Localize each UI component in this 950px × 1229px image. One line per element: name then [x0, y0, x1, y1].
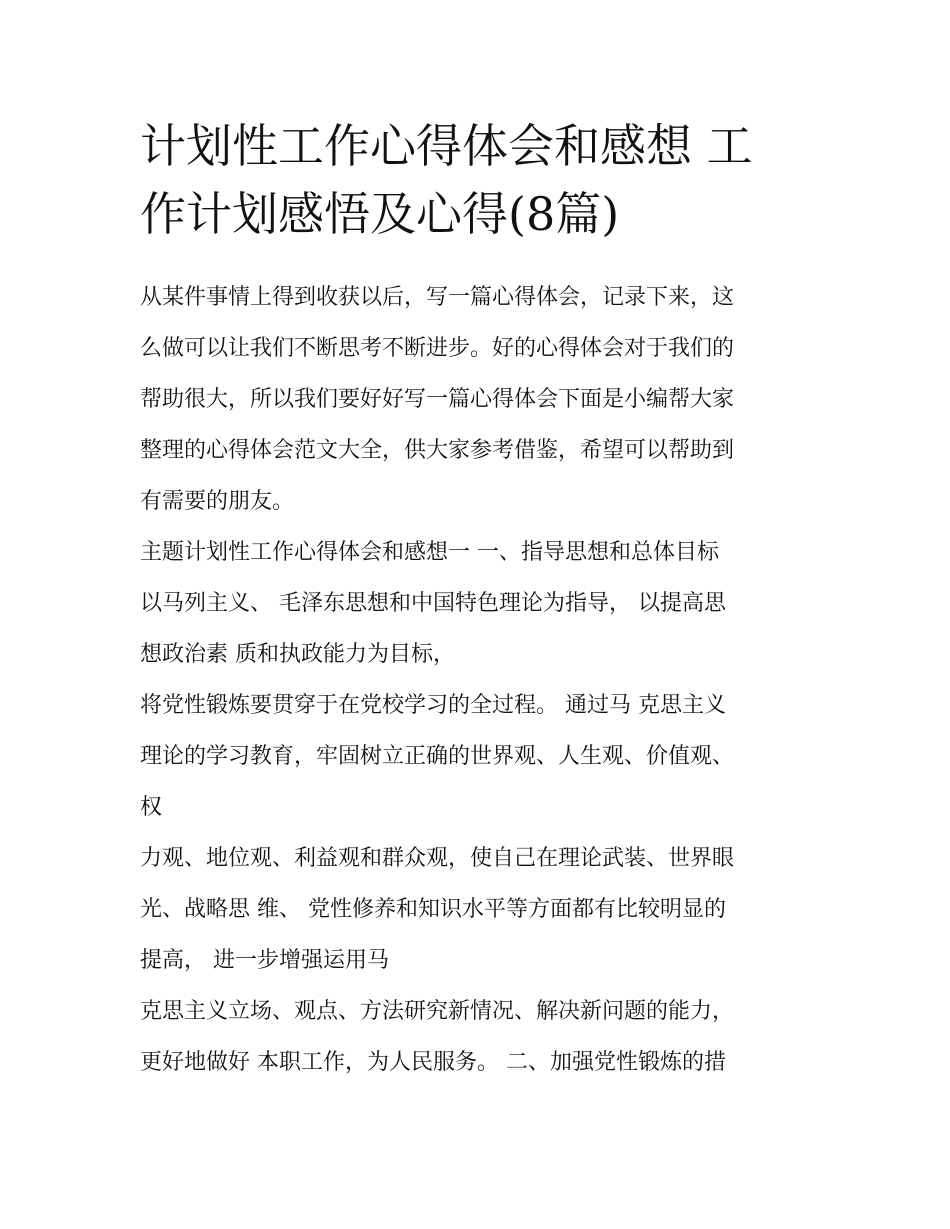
document-title: [140, 112, 820, 248]
text-line: 有需要的朋友。: [140, 489, 295, 514]
text-line: 想政治素 质和执政能力为目标，: [140, 642, 455, 667]
text-line: 将党性锻炼要贯穿于在党校学习的全过程。 通过马 克思主义: [140, 693, 726, 718]
paragraph-party-training: [140, 680, 820, 833]
paragraph-guiding-ideology: [140, 527, 820, 680]
text-line: 光、战略思 维、 党性修养和知识水平等方面都有比较明显的: [140, 897, 726, 922]
paragraph-intro: [140, 272, 820, 527]
text-line: 提高， 进一步增强运用马: [140, 948, 389, 973]
paragraph-methods: [140, 986, 820, 1088]
text-line: 主题计划性工作心得体会和感想一 一、指导思想和总体目标: [140, 540, 719, 565]
text-line: 以马列主义、 毛泽东思想和中国特色理论为指导， 以提高思: [140, 591, 726, 616]
text-line: 理论的学习教育，牢固树立正确的世界观、人生观、价值观、: [140, 744, 735, 769]
text-line: 从某件事情上得到收获以后，写一篇心得体会，记录下来，这: [140, 285, 735, 310]
text-line: 更好地做好 本职工作，为人民服务。 二、加强党性锻炼的措: [140, 1050, 726, 1075]
text-line: 整理的心得体会范文大全，供大家参考借鉴，希望可以帮助到: [140, 438, 735, 463]
title-line-text: 作计划感悟及心得(8篇): [140, 187, 620, 241]
paragraph-worldview: [140, 833, 820, 986]
text-line: 帮助很大，所以我们要好好写一篇心得体会下面是小编帮大家: [140, 387, 735, 412]
text-line: 克思主义立场、观点、方法研究新情况、解决新问题的能力，: [140, 999, 735, 1024]
document-page: [140, 112, 820, 1088]
text-line: 权: [140, 795, 163, 820]
title-line: 计划性工作心得体会和感想 工: [140, 119, 753, 173]
text-line: 力观、地位观、利益观和群众观，使自己在理论武装、世界眼: [140, 846, 735, 871]
document-body: [140, 272, 820, 1088]
text-line: 么做可以让我们不断思考不断进步。好的心得体会对于我们的: [140, 336, 735, 361]
title-line: [140, 180, 820, 248]
